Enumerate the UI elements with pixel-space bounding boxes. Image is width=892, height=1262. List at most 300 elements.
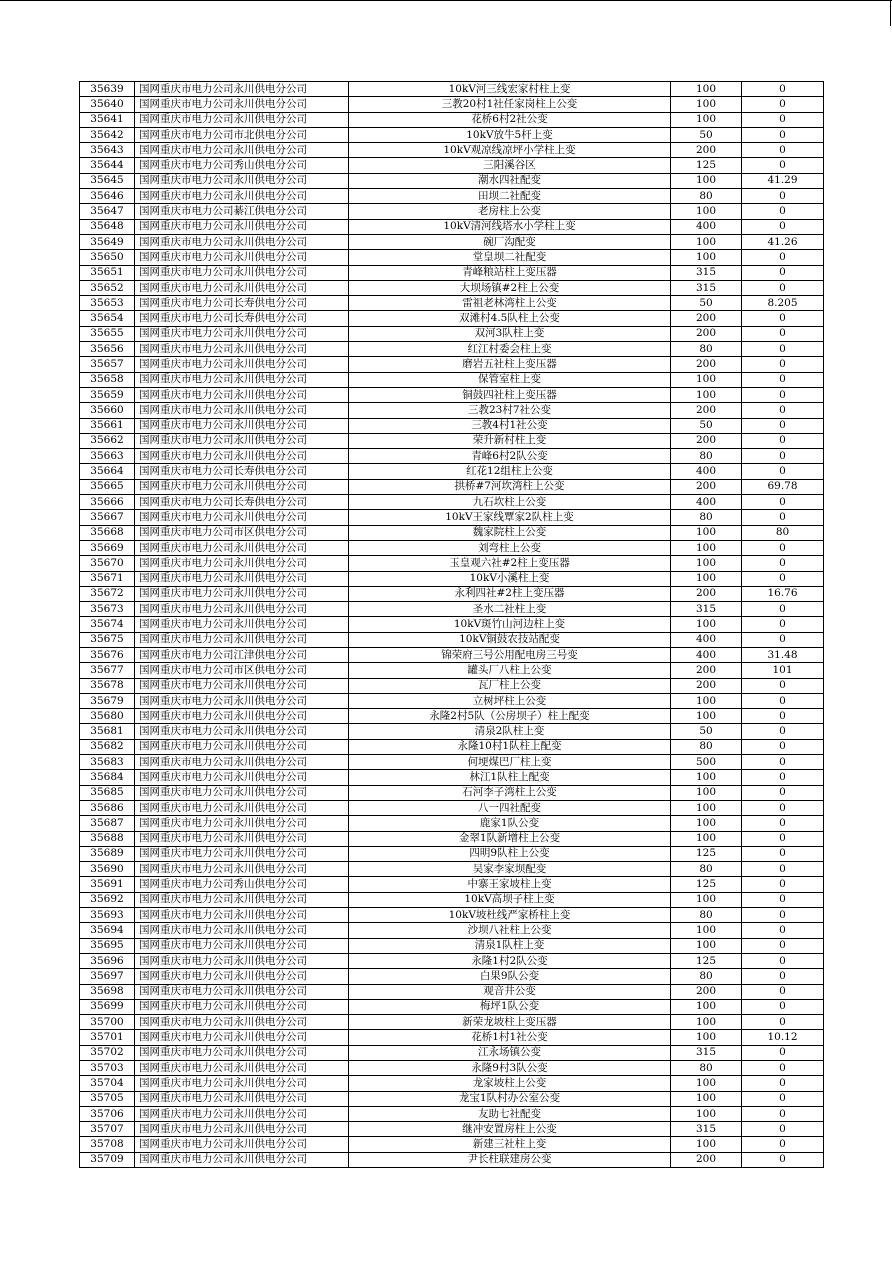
capacity-cell: 100 [671, 1091, 742, 1106]
value-cell: 80 [742, 525, 824, 540]
transformer-name-cell: 龙宝1队村办公室公变 [349, 1091, 671, 1106]
capacity-cell: 100 [671, 1137, 742, 1152]
transformer-name-cell: 锦荣府三号公用配电房三号变 [349, 647, 671, 662]
table-row [80, 571, 824, 586]
table-row [80, 234, 824, 249]
company-cell: 国网重庆市电力公司永川供电分公司 [135, 540, 349, 555]
value-cell: 0 [742, 1152, 824, 1167]
transformer-name-cell: 林江1队柱上配变 [349, 770, 671, 785]
row-id-cell: 35705 [80, 1091, 135, 1106]
company-cell: 国网重庆市电力公司永川供电分公司 [135, 97, 349, 112]
table-row [80, 158, 824, 173]
company-cell: 国网重庆市电力公司永川供电分公司 [135, 1015, 349, 1030]
row-id-cell: 35643 [80, 143, 135, 158]
value-cell: 0 [742, 189, 824, 204]
transformer-name-cell: 清泉2队柱上变 [349, 724, 671, 739]
row-id-cell: 35663 [80, 449, 135, 464]
capacity-cell: 100 [671, 938, 742, 953]
transformer-name-cell: 刘弯柱上公变 [349, 540, 671, 555]
capacity-cell: 100 [671, 372, 742, 387]
row-id-cell: 35659 [80, 387, 135, 402]
transformer-name-cell: 潮水四社配变 [349, 173, 671, 188]
capacity-cell: 50 [671, 418, 742, 433]
capacity-cell: 100 [671, 387, 742, 402]
value-cell: 0 [742, 693, 824, 708]
capacity-cell: 100 [671, 999, 742, 1014]
capacity-cell: 100 [671, 204, 742, 219]
capacity-cell: 400 [671, 647, 742, 662]
transformer-name-cell: 石河李子湾柱上公变 [349, 785, 671, 800]
value-cell: 41.29 [742, 173, 824, 188]
row-id-cell: 35702 [80, 1045, 135, 1060]
company-cell: 国网重庆市电力公司永川供电分公司 [135, 709, 349, 724]
transformer-name-cell: 磨岩五社柱上变压器 [349, 357, 671, 372]
capacity-cell: 80 [671, 449, 742, 464]
table-row [80, 556, 824, 571]
value-cell: 0 [742, 127, 824, 142]
value-cell: 0 [742, 311, 824, 326]
company-cell: 国网重庆市电力公司綦江供电分公司 [135, 204, 349, 219]
table-row [80, 418, 824, 433]
row-id-cell: 35658 [80, 372, 135, 387]
row-id-cell: 35678 [80, 678, 135, 693]
capacity-cell: 100 [671, 1076, 742, 1091]
table-row [80, 464, 824, 479]
capacity-cell: 100 [671, 173, 742, 188]
company-cell: 国网重庆市电力公司永川供电分公司 [135, 984, 349, 999]
value-cell: 0 [742, 403, 824, 418]
value-cell: 0 [742, 158, 824, 173]
table-row [80, 1015, 824, 1030]
row-id-cell: 35655 [80, 326, 135, 341]
company-cell: 国网重庆市电力公司永川供电分公司 [135, 1045, 349, 1060]
row-id-cell: 35674 [80, 617, 135, 632]
capacity-cell: 125 [671, 877, 742, 892]
table-row [80, 647, 824, 662]
company-cell: 国网重庆市电力公司永川供电分公司 [135, 1152, 349, 1167]
transformer-name-cell: 铜鼓四社柱上变压器 [349, 387, 671, 402]
row-id-cell: 35640 [80, 97, 135, 112]
company-cell: 国网重庆市电力公司永川供电分公司 [135, 1106, 349, 1121]
value-cell: 0 [742, 724, 824, 739]
value-cell: 0 [742, 831, 824, 846]
transformer-name-cell: 10kV观凉线凉坪小学柱上变 [349, 143, 671, 158]
row-id-cell: 35680 [80, 709, 135, 724]
company-cell: 国网重庆市电力公司永川供电分公司 [135, 510, 349, 525]
transformer-name-cell: 保管室柱上变 [349, 372, 671, 387]
value-cell: 0 [742, 540, 824, 555]
company-cell: 国网重庆市电力公司永川供电分公司 [135, 403, 349, 418]
company-cell: 国网重庆市电力公司长寿供电分公司 [135, 495, 349, 510]
table-row [80, 908, 824, 923]
value-cell: 0 [742, 342, 824, 357]
company-cell: 国网重庆市电力公司永川供电分公司 [135, 418, 349, 433]
row-id-cell: 35660 [80, 403, 135, 418]
transformer-name-cell: 雷祖老林湾柱上公变 [349, 296, 671, 311]
transformer-name-cell: 三阳溪谷区 [349, 158, 671, 173]
value-cell: 0 [742, 204, 824, 219]
value-cell: 0 [742, 372, 824, 387]
transformer-name-cell: 四明9队柱上公变 [349, 846, 671, 861]
capacity-cell: 125 [671, 158, 742, 173]
table-row [80, 1076, 824, 1091]
capacity-cell: 100 [671, 770, 742, 785]
row-id-cell: 35667 [80, 510, 135, 525]
value-cell: 0 [742, 143, 824, 158]
row-id-cell: 35649 [80, 234, 135, 249]
table-row [80, 82, 824, 97]
capacity-cell: 200 [671, 984, 742, 999]
transformer-name-cell: 新荣龙坡柱上变压器 [349, 1015, 671, 1030]
capacity-cell: 100 [671, 892, 742, 907]
transformer-name-cell: 圣水二社柱上变 [349, 602, 671, 617]
company-cell: 国网重庆市电力公司永川供电分公司 [135, 770, 349, 785]
row-id-cell: 35648 [80, 219, 135, 234]
value-cell: 0 [742, 602, 824, 617]
transformer-name-cell: 尹长柱联建房公变 [349, 1152, 671, 1167]
table-row [80, 846, 824, 861]
value-cell: 0 [742, 969, 824, 984]
value-cell: 0 [742, 739, 824, 754]
row-id-cell: 35668 [80, 525, 135, 540]
value-cell: 0 [742, 632, 824, 647]
table-row [80, 770, 824, 785]
value-cell: 0 [742, 1076, 824, 1091]
table-row [80, 219, 824, 234]
capacity-cell: 200 [671, 403, 742, 418]
company-cell: 国网重庆市电力公司永川供电分公司 [135, 479, 349, 494]
capacity-cell: 80 [671, 1061, 742, 1076]
table-row [80, 755, 824, 770]
table-row [80, 173, 824, 188]
row-id-cell: 35687 [80, 816, 135, 831]
capacity-cell: 315 [671, 265, 742, 280]
table-row [80, 296, 824, 311]
transformer-name-cell: 龙家坡柱上公变 [349, 1076, 671, 1091]
capacity-cell: 80 [671, 908, 742, 923]
value-cell: 8.205 [742, 296, 824, 311]
company-cell: 国网重庆市电力公司永川供电分公司 [135, 862, 349, 877]
table-row [80, 1106, 824, 1121]
transformer-name-cell: 堂皇坝二社配变 [349, 250, 671, 265]
table-row [80, 143, 824, 158]
transformer-name-cell: 沙坝八社柱上公变 [349, 923, 671, 938]
value-cell: 69.78 [742, 479, 824, 494]
transformer-name-cell: 清泉1队柱上变 [349, 938, 671, 953]
row-id-cell: 35653 [80, 296, 135, 311]
row-id-cell: 35642 [80, 127, 135, 142]
row-id-cell: 35646 [80, 189, 135, 204]
table-row [80, 449, 824, 464]
table-row [80, 999, 824, 1014]
capacity-cell: 200 [671, 357, 742, 372]
company-cell: 国网重庆市电力公司市区供电分公司 [135, 663, 349, 678]
row-id-cell: 35675 [80, 632, 135, 647]
row-id-cell: 35645 [80, 173, 135, 188]
table-row [80, 280, 824, 295]
transformer-name-cell: 金翠1队新增柱上公变 [349, 831, 671, 846]
company-cell: 国网重庆市电力公司永川供电分公司 [135, 372, 349, 387]
company-cell: 国网重庆市电力公司永川供电分公司 [135, 953, 349, 968]
transformer-name-cell: 鹿家1队公变 [349, 816, 671, 831]
capacity-cell: 400 [671, 495, 742, 510]
value-cell: 0 [742, 449, 824, 464]
transformer-name-cell: 九石坎柱上公变 [349, 495, 671, 510]
company-cell: 国网重庆市电力公司永川供电分公司 [135, 342, 349, 357]
company-cell: 国网重庆市电力公司秀山供电分公司 [135, 158, 349, 173]
table-row [80, 785, 824, 800]
capacity-cell: 100 [671, 571, 742, 586]
row-id-cell: 35673 [80, 602, 135, 617]
value-cell: 0 [742, 82, 824, 97]
table-row [80, 586, 824, 601]
row-id-cell: 35657 [80, 357, 135, 372]
company-cell: 国网重庆市电力公司长寿供电分公司 [135, 311, 349, 326]
transformer-name-cell: 双河3队柱上变 [349, 326, 671, 341]
company-cell: 国网重庆市电力公司永川供电分公司 [135, 1122, 349, 1137]
capacity-cell: 80 [671, 510, 742, 525]
value-cell: 0 [742, 923, 824, 938]
table-row [80, 953, 824, 968]
table-row [80, 831, 824, 846]
table-row [80, 1152, 824, 1167]
transformer-name-cell: 红江村委会柱上变 [349, 342, 671, 357]
company-cell: 国网重庆市电力公司市区供电分公司 [135, 525, 349, 540]
table-row [80, 969, 824, 984]
value-cell: 0 [742, 571, 824, 586]
table-body [80, 82, 824, 1168]
capacity-cell: 100 [671, 1106, 742, 1121]
value-cell: 0 [742, 464, 824, 479]
capacity-cell: 315 [671, 1045, 742, 1060]
company-cell: 国网重庆市电力公司永川供电分公司 [135, 326, 349, 341]
row-id-cell: 35670 [80, 556, 135, 571]
value-cell: 10.12 [742, 1030, 824, 1045]
capacity-cell: 200 [671, 678, 742, 693]
capacity-cell: 100 [671, 831, 742, 846]
table-row [80, 204, 824, 219]
row-id-cell: 35696 [80, 953, 135, 968]
transformer-name-cell: 大坝场镇#2柱上公变 [349, 280, 671, 295]
value-cell: 0 [742, 510, 824, 525]
transformer-name-cell: 老房柱上公变 [349, 204, 671, 219]
capacity-cell: 100 [671, 1015, 742, 1030]
capacity-cell: 200 [671, 326, 742, 341]
value-cell: 0 [742, 1045, 824, 1060]
table-row [80, 709, 824, 724]
capacity-cell: 400 [671, 219, 742, 234]
value-cell: 0 [742, 617, 824, 632]
capacity-cell: 200 [671, 143, 742, 158]
value-cell: 0 [742, 1061, 824, 1076]
capacity-cell: 400 [671, 464, 742, 479]
table-row [80, 112, 824, 127]
table-row [80, 724, 824, 739]
capacity-cell: 50 [671, 724, 742, 739]
row-id-cell: 35692 [80, 892, 135, 907]
row-id-cell: 35704 [80, 1076, 135, 1091]
capacity-cell: 315 [671, 602, 742, 617]
row-id-cell: 35703 [80, 1061, 135, 1076]
table-row [80, 1137, 824, 1152]
capacity-cell: 100 [671, 540, 742, 555]
table-row [80, 739, 824, 754]
capacity-cell: 100 [671, 617, 742, 632]
row-id-cell: 35695 [80, 938, 135, 953]
transformer-name-cell: 永隆2村5队（公房坝子）柱上配变 [349, 709, 671, 724]
table-row [80, 540, 824, 555]
table-row [80, 693, 824, 708]
row-id-cell: 35682 [80, 739, 135, 754]
capacity-cell: 100 [671, 112, 742, 127]
transformer-name-cell: 10kV清河线塔水小学柱上变 [349, 219, 671, 234]
table-row [80, 800, 824, 815]
value-cell: 0 [742, 908, 824, 923]
company-cell: 国网重庆市电力公司永川供电分公司 [135, 999, 349, 1014]
row-id-cell: 35709 [80, 1152, 135, 1167]
capacity-cell: 50 [671, 127, 742, 142]
value-cell: 0 [742, 495, 824, 510]
row-id-cell: 35693 [80, 908, 135, 923]
capacity-cell: 80 [671, 342, 742, 357]
company-cell: 国网重庆市电力公司永川供电分公司 [135, 632, 349, 647]
company-cell: 国网重庆市电力公司永川供电分公司 [135, 1091, 349, 1106]
table-row [80, 1091, 824, 1106]
table-row [80, 938, 824, 953]
company-cell: 国网重庆市电力公司永川供电分公司 [135, 556, 349, 571]
company-cell: 国网重庆市电力公司永川供电分公司 [135, 846, 349, 861]
transformer-name-cell: 友助七社配变 [349, 1106, 671, 1121]
transformer-name-cell: 八一四社配变 [349, 800, 671, 815]
value-cell: 0 [742, 785, 824, 800]
table-row [80, 1122, 824, 1137]
value-cell: 0 [742, 97, 824, 112]
row-id-cell: 35685 [80, 785, 135, 800]
transformer-name-cell: 继冲安置房柱上公变 [349, 1122, 671, 1137]
row-id-cell: 35698 [80, 984, 135, 999]
transformer-name-cell: 三教23村7社公变 [349, 403, 671, 418]
row-id-cell: 35679 [80, 693, 135, 708]
company-cell: 国网重庆市电力公司永川供电分公司 [135, 755, 349, 770]
table-row [80, 265, 824, 280]
capacity-cell: 200 [671, 433, 742, 448]
table-row [80, 1045, 824, 1060]
company-cell: 国网重庆市电力公司永川供电分公司 [135, 82, 349, 97]
transformer-name-cell: 荣升新村柱上变 [349, 433, 671, 448]
transformer-name-cell: 何埂煤巴厂柱上变 [349, 755, 671, 770]
company-cell: 国网重庆市电力公司永川供电分公司 [135, 143, 349, 158]
table-row [80, 602, 824, 617]
value-cell: 0 [742, 112, 824, 127]
transformer-name-cell: 永利四社#2柱上变压器 [349, 586, 671, 601]
transformer-name-cell: 10kV放牛5杆上变 [349, 127, 671, 142]
table-row [80, 862, 824, 877]
capacity-cell: 125 [671, 953, 742, 968]
row-id-cell: 35652 [80, 280, 135, 295]
company-cell: 国网重庆市电力公司永川供电分公司 [135, 908, 349, 923]
value-cell: 0 [742, 1122, 824, 1137]
transformer-name-cell: 永隆1村2队公变 [349, 953, 671, 968]
table-row [80, 632, 824, 647]
row-id-cell: 35706 [80, 1106, 135, 1121]
capacity-cell: 80 [671, 739, 742, 754]
company-cell: 国网重庆市电力公司永川供电分公司 [135, 357, 349, 372]
capacity-cell: 100 [671, 234, 742, 249]
value-cell: 0 [742, 999, 824, 1014]
table-row [80, 342, 824, 357]
transformer-name-cell: 江永场镇公变 [349, 1045, 671, 1060]
company-cell: 国网重庆市电力公司永川供电分公司 [135, 250, 349, 265]
company-cell: 国网重庆市电力公司长寿供电分公司 [135, 464, 349, 479]
company-cell: 国网重庆市电力公司永川供电分公司 [135, 586, 349, 601]
transformer-name-cell: 10kV高坝子柱上变 [349, 892, 671, 907]
transformer-name-cell: 吴家李家坝配变 [349, 862, 671, 877]
table-row [80, 892, 824, 907]
value-cell: 0 [742, 265, 824, 280]
capacity-cell: 200 [671, 1152, 742, 1167]
table-row [80, 877, 824, 892]
row-id-cell: 35690 [80, 862, 135, 877]
capacity-cell: 50 [671, 296, 742, 311]
row-id-cell: 35654 [80, 311, 135, 326]
row-id-cell: 35662 [80, 433, 135, 448]
company-cell: 国网重庆市电力公司秀山供电分公司 [135, 877, 349, 892]
company-cell: 国网重庆市电力公司永川供电分公司 [135, 112, 349, 127]
company-cell: 国网重庆市电力公司永川供电分公司 [135, 280, 349, 295]
table-row [80, 663, 824, 678]
capacity-cell: 315 [671, 280, 742, 295]
capacity-cell: 100 [671, 556, 742, 571]
company-cell: 国网重庆市电力公司永川供电分公司 [135, 923, 349, 938]
company-cell: 国网重庆市电力公司永川供电分公司 [135, 938, 349, 953]
table-row [80, 403, 824, 418]
row-id-cell: 35641 [80, 112, 135, 127]
company-cell: 国网重庆市电力公司永川供电分公司 [135, 831, 349, 846]
transformer-name-cell: 立树坪柱上公变 [349, 693, 671, 708]
row-id-cell: 35683 [80, 755, 135, 770]
page-right-edge [890, 0, 891, 26]
company-cell: 国网重庆市电力公司永川供电分公司 [135, 800, 349, 815]
capacity-cell: 100 [671, 250, 742, 265]
capacity-cell: 200 [671, 663, 742, 678]
capacity-cell: 200 [671, 311, 742, 326]
transformer-name-cell: 瓦厂柱上公变 [349, 678, 671, 693]
transformer-name-cell: 10kV河三线宏家村柱上变 [349, 82, 671, 97]
value-cell: 0 [742, 280, 824, 295]
capacity-cell: 100 [671, 816, 742, 831]
value-cell: 101 [742, 663, 824, 678]
table-row [80, 617, 824, 632]
capacity-cell: 100 [671, 709, 742, 724]
transformer-name-cell: 青峰6村2队公变 [349, 449, 671, 464]
company-cell: 国网重庆市电力公司永川供电分公司 [135, 816, 349, 831]
value-cell: 0 [742, 1137, 824, 1152]
transformer-name-cell: 永隆9村3队公变 [349, 1061, 671, 1076]
value-cell: 0 [742, 953, 824, 968]
table-row [80, 97, 824, 112]
row-id-cell: 35672 [80, 586, 135, 601]
transformer-table [79, 81, 824, 1168]
company-cell: 国网重庆市电力公司永川供电分公司 [135, 693, 349, 708]
transformer-name-cell: 花桥6村2社公变 [349, 112, 671, 127]
row-id-cell: 35671 [80, 571, 135, 586]
table-row [80, 311, 824, 326]
row-id-cell: 35700 [80, 1015, 135, 1030]
company-cell: 国网重庆市电力公司永川供电分公司 [135, 785, 349, 800]
value-cell: 0 [742, 938, 824, 953]
row-id-cell: 35665 [80, 479, 135, 494]
row-id-cell: 35647 [80, 204, 135, 219]
